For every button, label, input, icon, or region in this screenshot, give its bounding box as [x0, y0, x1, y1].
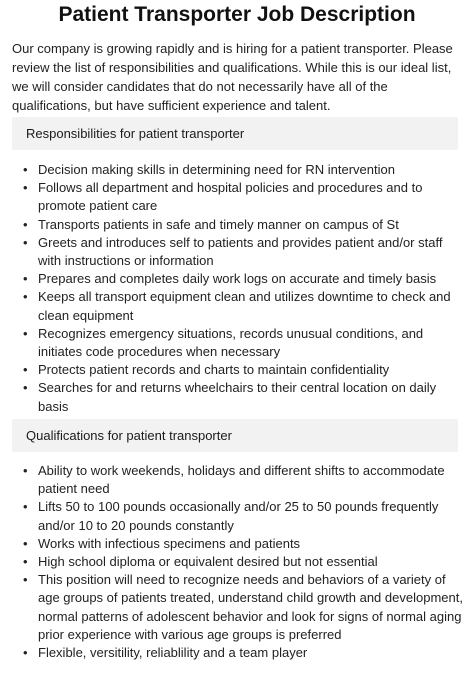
- qualifications-heading: Qualifications for patient transporter: [12, 419, 458, 452]
- bullet-icon: •: [23, 572, 28, 588]
- bullet-icon: •: [23, 289, 28, 305]
- list-item: [12, 462, 464, 498]
- bullet-icon: •: [23, 162, 28, 177]
- list-item: [12, 325, 464, 361]
- intro-paragraph: Our company is growing rapidly and is hiring for a patient transporter. Please review the list of responsibilities and qualifications. While this is our ideal list, we will consider candidates that do not necessarily have all of the qualifications, but have sufficient experience and talent.: [12, 41, 453, 113]
- list-item: [12, 571, 464, 644]
- bullet-icon: •: [23, 362, 28, 378]
- bullet-icon: •: [23, 535, 28, 551]
- bullet-icon: •: [23, 234, 28, 250]
- list-item: [12, 216, 464, 234]
- bullet-icon: •: [23, 463, 28, 478]
- list-item: [12, 535, 464, 553]
- list-item-text: This position will need to recognize needs and behaviors of a variety of age groups of patients treated, understand child growth and development, normal patterns of adolescent behavior and look for signs of normal aging prior experience with various age groups is preferred: [38, 572, 463, 642]
- bullet-icon: •: [23, 325, 28, 341]
- bullet-icon: •: [23, 216, 28, 232]
- list-item: [12, 179, 464, 215]
- list-item: [12, 161, 464, 179]
- list-item-text: Protects patient records and charts to maintain confidentiality: [38, 362, 390, 378]
- responsibilities-heading: Responsibilities for patient transporter: [12, 117, 458, 150]
- list-item-text: High school diploma or equivalent desired but not essential: [38, 554, 378, 570]
- list-item: [12, 553, 464, 571]
- list-item: [12, 361, 464, 379]
- list-item: [12, 379, 464, 415]
- list-item-text: Searches for and returns wheelchairs to their central location on daily basis: [38, 380, 437, 414]
- list-item-text: Works with infectious specimens and patients: [38, 535, 301, 551]
- qualifications-list: [12, 462, 464, 662]
- list-item-text: Recognizes emergency situations, records unusual conditions, and initiates code procedures when necessary: [38, 325, 424, 360]
- list-item: [12, 234, 464, 270]
- list-item-text: Keeps all transport equipment clean and utilizes downtime to check and clean equipment: [38, 289, 451, 323]
- bullet-icon: •: [23, 499, 28, 515]
- list-item-text: Prepares and completes daily work logs on accurate and timely basis: [38, 271, 437, 287]
- list-item-text: Decision making skills in determining need for RN intervention: [38, 162, 395, 177]
- list-item-text: Follows all department and hospital policies and procedures and to promote patient care: [38, 180, 423, 214]
- bullet-icon: •: [23, 554, 28, 570]
- list-item-text: Lifts 50 to 100 pounds occasionally and/or 25 to 50 pounds frequently and/or 10 to 20 pounds constantly: [38, 499, 439, 533]
- list-item-text: Transports patients in safe and timely manner on campus of St: [38, 216, 399, 232]
- list-item: [12, 498, 464, 534]
- bullet-icon: •: [23, 645, 28, 661]
- list-item: [12, 270, 464, 288]
- list-item: [12, 644, 464, 662]
- list-item-text: Flexible, versitility, reliablility and a team player: [38, 645, 308, 661]
- responsibilities-list: [12, 161, 464, 434]
- bullet-icon: •: [23, 180, 28, 196]
- list-item: [12, 288, 464, 324]
- list-item-text: Ability to work weekends, holidays and different shifts to accommodate patient need: [38, 463, 445, 497]
- bullet-icon: •: [23, 271, 28, 287]
- page-title: Patient Transporter Job Description: [58, 3, 416, 26]
- list-item-text: Greets and introduces self to patients and provides patient and/or staff with instructions or information: [38, 234, 443, 269]
- bullet-icon: •: [23, 380, 28, 396]
